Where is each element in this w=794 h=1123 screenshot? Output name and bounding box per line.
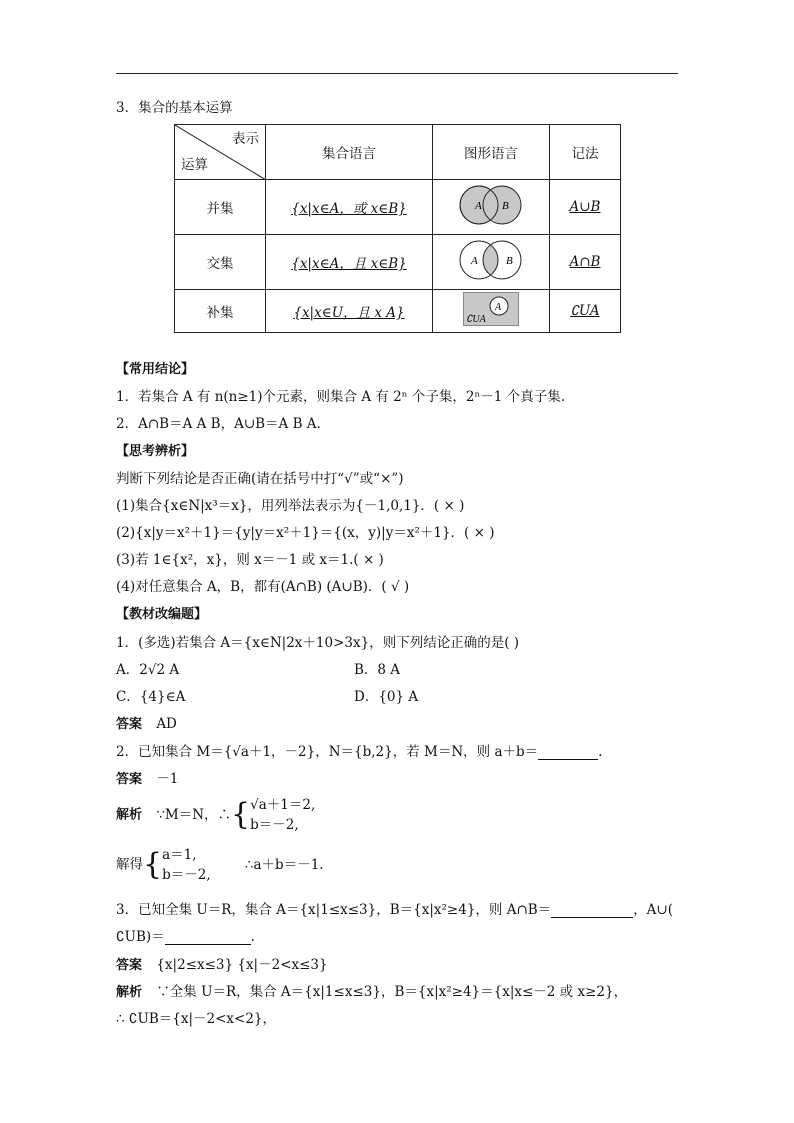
set-operations-table: [174, 124, 621, 333]
section-title: 3．集合的基本运算: [116, 100, 233, 116]
venn-union-cell: [433, 180, 550, 235]
venn-intersection-cell: [433, 235, 550, 290]
op-union: 并集: [175, 180, 266, 235]
thinking-item-3: (3)若 1∈{x²，x}，则 x＝－1 或 x＝1.( × ): [116, 552, 384, 568]
header-graphic-language: 图形语言: [433, 125, 550, 180]
complement-label: ∁UA: [466, 314, 486, 325]
q3-stem-end: .: [250, 929, 255, 945]
corner-bottom-label: 运算: [181, 157, 208, 173]
system2-line2: b＝－2,: [162, 867, 211, 883]
textbook-heading: 【教材改编题】: [116, 607, 208, 622]
q3-stem-line2: ∁UB)＝: [116, 929, 165, 945]
q2-solve-label: 解得: [116, 856, 143, 873]
system1-line2: b＝－2,: [250, 817, 299, 833]
op-intersection: 交集: [175, 235, 266, 290]
q1-answer-label: 答案: [116, 717, 143, 732]
venn-label-b: B: [502, 200, 509, 212]
table-row-intersection: [175, 235, 621, 290]
q3-blank-2: [165, 930, 251, 945]
notation-complement: ∁UA: [550, 290, 621, 333]
conclusion-item-1: 1．若集合 A 有 n(n≥1)个元素，则集合 A 有 2ⁿ 个子集，2ⁿ－1 个真子集.: [116, 389, 565, 405]
venn-label-a: A: [471, 255, 478, 267]
q3-answer: {x|2≤x≤3} {x|－2<x≤3}: [156, 957, 328, 973]
lang-complement: {x|x∈U，且 x A}: [266, 290, 433, 333]
q3-stem-part1: 3．已知全集 U＝R，集合 A＝{x|1≤x≤3}，B＝{x|x²≥4}，则 A∩B＝: [116, 902, 552, 918]
q3-analysis-label: 解析: [116, 985, 143, 1000]
q1-option-c: C．{4}∈A: [116, 689, 186, 705]
q2-solve-row: [116, 845, 324, 885]
q3-analysis-line1: ∵全集 U＝R，集合 A＝{x|1≤x≤3}，B＝{x|x²≥4}＝{x|x≤－2 或 x≥2}，: [156, 984, 628, 1000]
venn-label-a: A: [495, 302, 502, 313]
q3-analysis-row: [116, 980, 627, 1000]
system-brace-1: {: [231, 797, 251, 832]
thinking-heading: 【思考辨析】: [116, 444, 195, 459]
header-rule: [116, 73, 678, 74]
system1-line1: √a＋1＝2,: [250, 797, 316, 813]
q2-answer-blank: [538, 745, 598, 760]
q2-stem-end: .: [598, 744, 603, 760]
system2-line1: a＝1,: [162, 847, 197, 863]
equation-system-2: [162, 845, 211, 885]
q3-stem-row-2: [116, 925, 255, 945]
q2-stem: 2．已知集合 M＝{√a＋1，－2}，N＝{b,2}，若 M＝N，则 a＋b＝: [116, 744, 539, 760]
q2-answer: －1: [156, 771, 179, 787]
q1-stem: 1．(多选)若集合 A＝{x∈N|2x＋10>3x}，则下列结论正确的是( ): [116, 635, 520, 651]
q1-option-a: A．2√2 A: [116, 662, 180, 678]
corner-top-label: 表示: [232, 131, 259, 147]
q3-stem-part2: ，A∪(: [633, 902, 674, 918]
q3-answer-row: [116, 953, 328, 973]
venn-label-a: A: [475, 200, 482, 212]
q1-option-b: B．8 A: [354, 662, 401, 678]
lang-union: {x|x∈A，或 x∈B}: [266, 180, 433, 235]
venn-complement-cell: [433, 290, 550, 333]
q1-answer: AD: [156, 716, 177, 732]
header-set-language: 集合语言: [266, 125, 433, 180]
notation-union: A∪B: [550, 180, 621, 235]
op-complement: 补集: [175, 290, 266, 333]
q1-answer-row: [116, 713, 177, 732]
q3-blank-1: [551, 903, 633, 918]
table-corner-cell: [175, 125, 266, 180]
q2-stem-row: [116, 740, 602, 760]
q2-analysis-row: [116, 795, 315, 835]
lang-intersection: {x|x∈A，且 x∈B}: [266, 235, 433, 290]
q2-analysis-label: 解析: [116, 807, 143, 823]
q3-answer-label: 答案: [116, 958, 143, 973]
thinking-intro: 判断下列结论是否正确(请在括号中打“√”或“×”): [116, 471, 404, 487]
q3-stem-row-1: [116, 898, 673, 918]
table-row-complement: [175, 290, 621, 333]
notation-intersection: A∩B: [550, 235, 621, 290]
venn-label-b: B: [506, 255, 513, 267]
venn-intersection-diagram: [451, 237, 531, 283]
header-notation: 记法: [550, 125, 621, 180]
thinking-item-4: (4)对任意集合 A，B，都有(A∩B) (A∪B)．( √ ): [116, 579, 410, 595]
system-brace-2: {: [143, 847, 163, 882]
q3-analysis-line2: ∴ ∁UB＝{x|－2<x<2}，: [116, 1011, 277, 1027]
table-row-union: [175, 180, 621, 235]
equation-system-1: [250, 795, 315, 835]
q1-option-d: D．{0} A: [354, 689, 419, 705]
q2-answer-row: [116, 767, 178, 787]
thinking-item-2: (2){x|y＝x²＋1}＝{y|y＝x²＋1}＝{(x，y)|y＝x²＋1}．( × ): [116, 525, 495, 541]
venn-complement-diagram: [463, 292, 519, 326]
q2-analysis-prefix: ∵M＝N，∴: [156, 806, 232, 823]
q2-answer-label: 答案: [116, 772, 143, 787]
thinking-item-1: (1)集合{x∈N|x³＝x}，用列举法表示为{－1,0,1}．( × ): [116, 498, 465, 514]
conclusions-heading: 【常用结论】: [116, 362, 195, 377]
q2-result: ∴a＋b＝－1.: [244, 856, 324, 873]
venn-union-diagram: [451, 182, 531, 228]
conclusion-item-2: 2．A∩B＝A A B，A∪B＝A B A.: [116, 416, 321, 432]
